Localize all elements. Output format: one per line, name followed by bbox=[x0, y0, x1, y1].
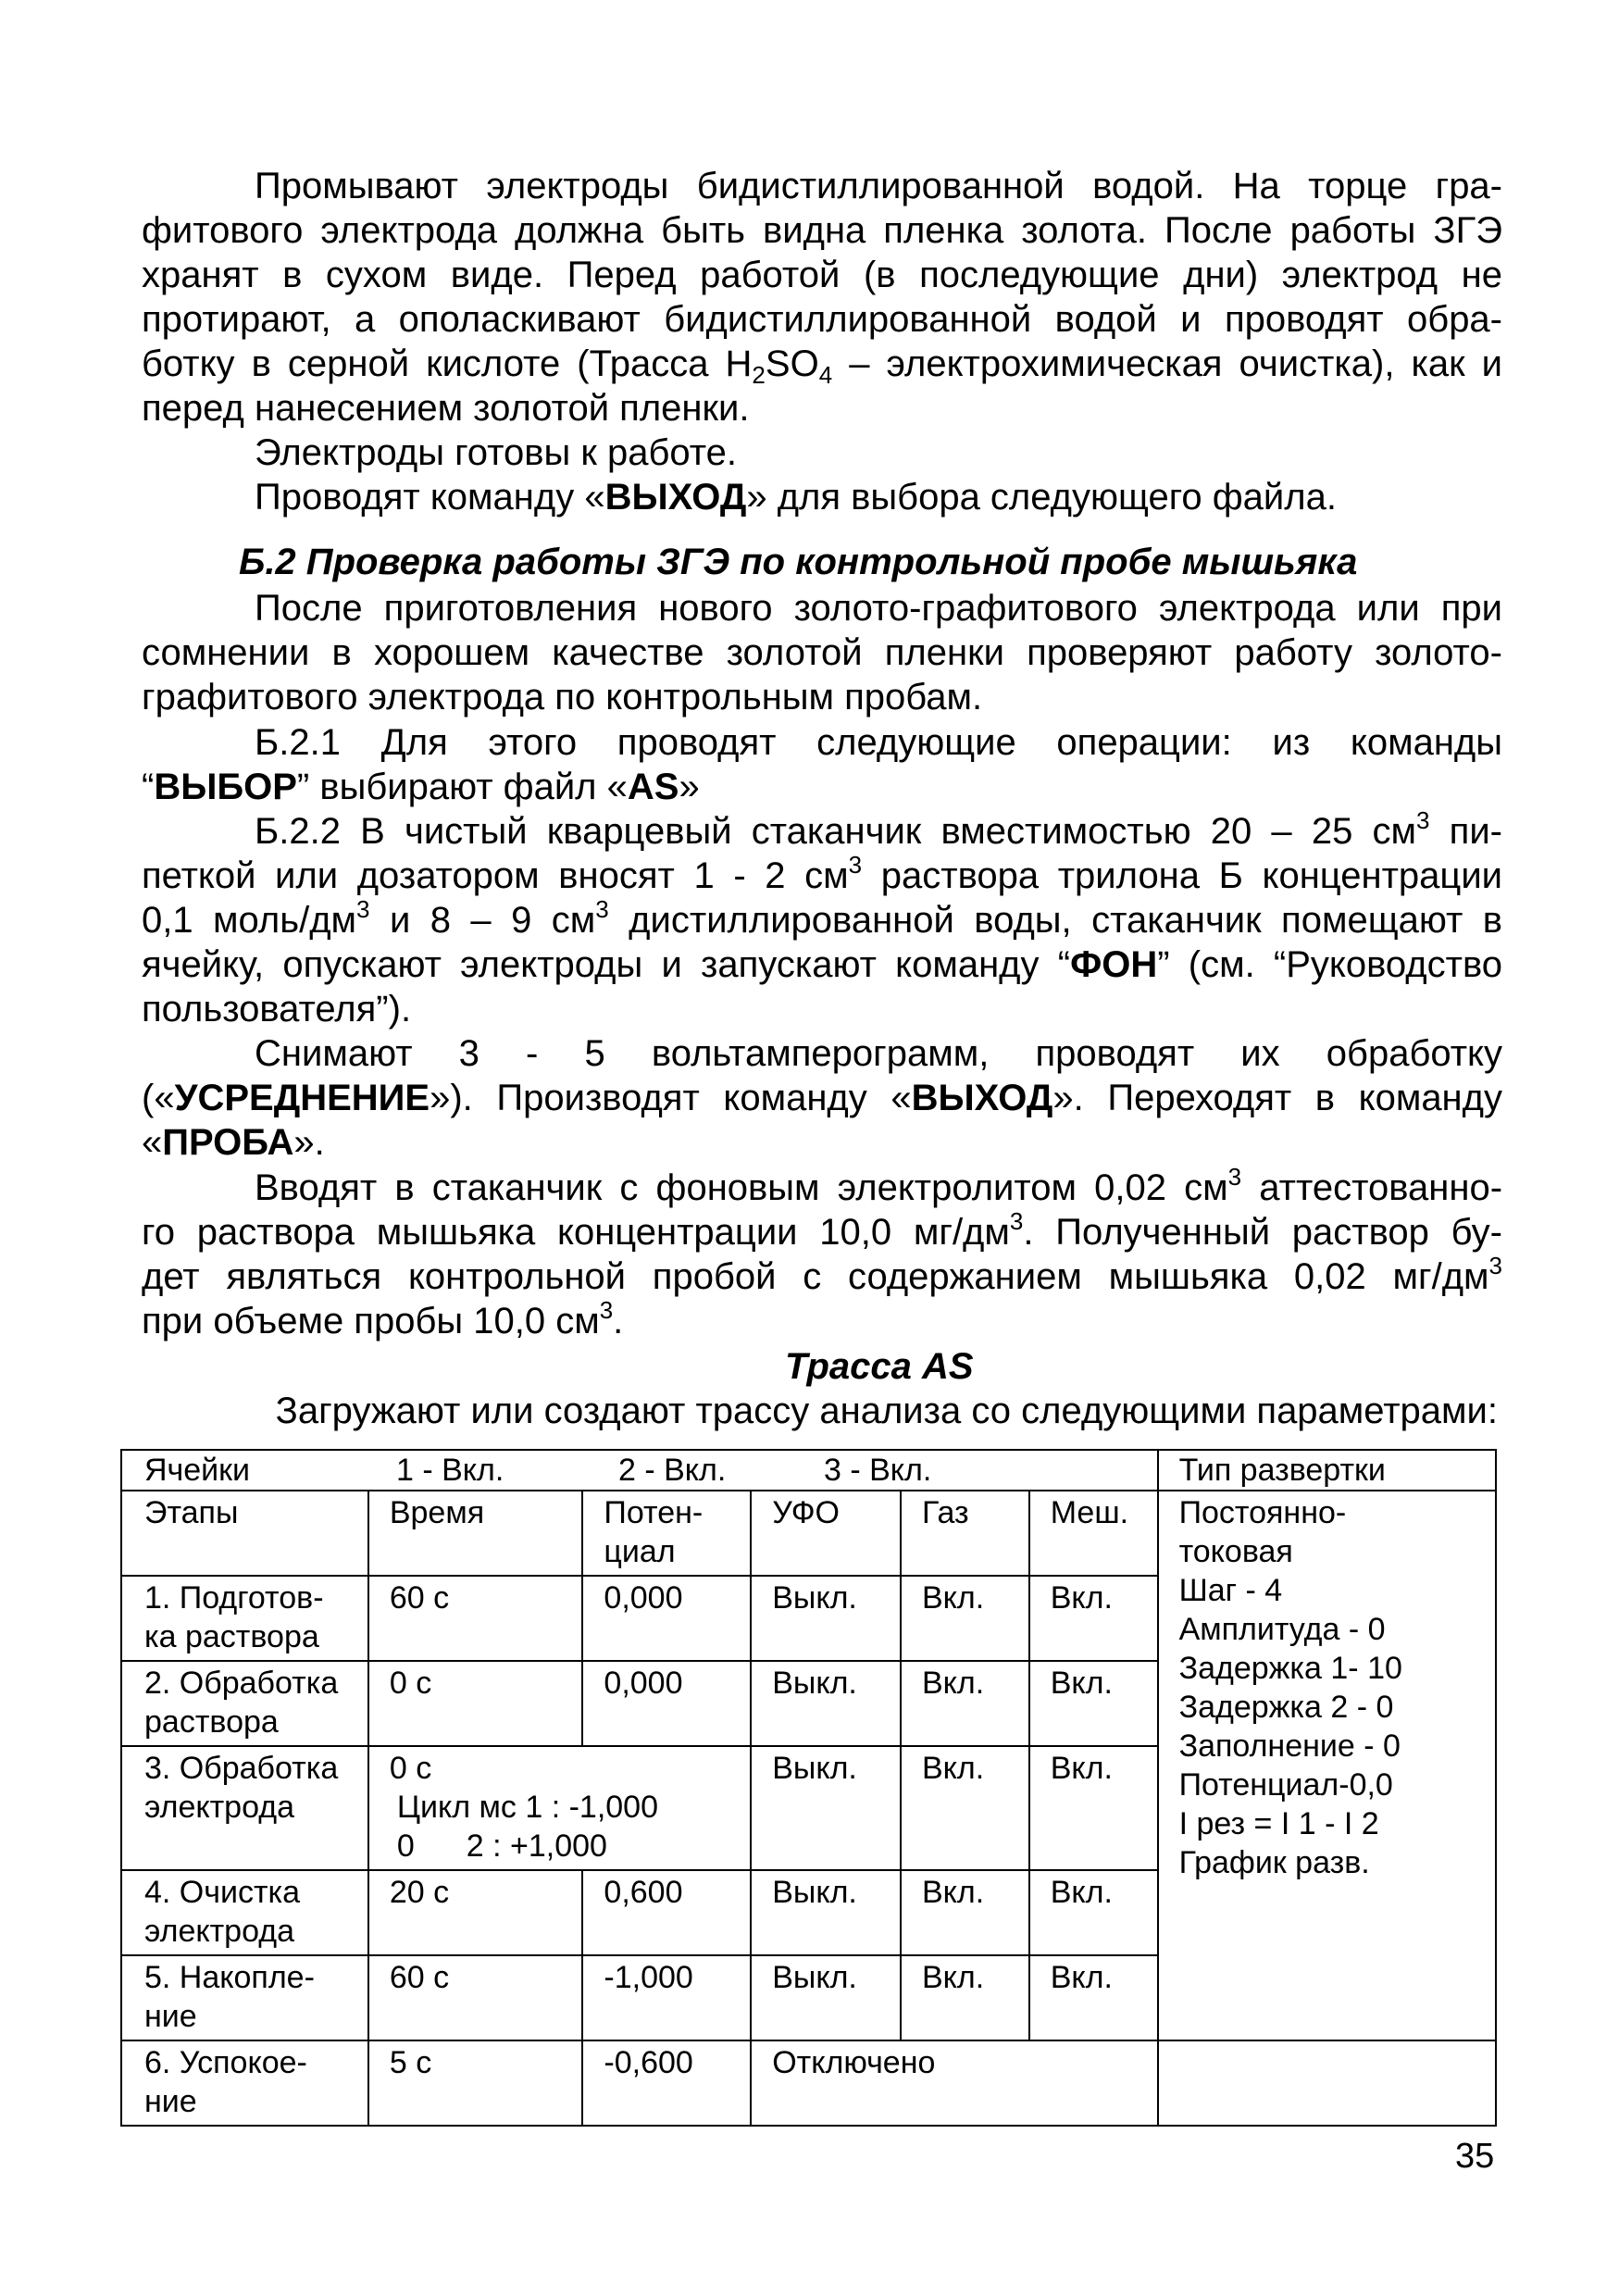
table-header-row bbox=[121, 1491, 1496, 1576]
text-line: петкой или дозатором вносят 1 - 2 $см^3$ раствора трилона Б концентрации bbox=[142, 851, 1503, 896]
text-line: ячейку, опускают электроды и запускают команду “ФОН” (см. “Руководство bbox=[142, 944, 1502, 985]
table-row-cells bbox=[121, 1450, 1496, 1491]
stage-cell: 4. Очистка электрода bbox=[121, 1870, 368, 1955]
header-mix: Меш. bbox=[1029, 1491, 1158, 1576]
gas-cell: Вкл. bbox=[901, 1870, 1029, 1955]
header-ufo: УФО bbox=[751, 1491, 901, 1576]
text-line: Промывают электроды бидистиллированной водой. На торце гра- bbox=[255, 166, 1502, 206]
mix-cell: Вкл. bbox=[1029, 1661, 1158, 1746]
text-line: “ВЫБОР” выбирают файл «AS» bbox=[142, 767, 700, 807]
ufo-cell: Выкл. bbox=[751, 1870, 901, 1955]
header-time: Время bbox=[368, 1491, 583, 1576]
trace-title: Трасса AS bbox=[785, 1346, 974, 1387]
section-heading: Б.2 Проверка работы ЗГЭ по контрольной пробе мышьяка bbox=[239, 542, 1358, 582]
text-line: Б.2.1 Для этого проводят следующие операции: из команды bbox=[255, 722, 1502, 763]
empty-cell bbox=[1158, 2040, 1496, 2126]
time-cell: 5 с bbox=[368, 2040, 583, 2126]
text-line: «ПРОБА». bbox=[142, 1122, 325, 1163]
cells-state bbox=[121, 1450, 1158, 1491]
text-line: протирают, а ополаскивают бидистиллированной водой и проводят обра- bbox=[142, 299, 1502, 340]
trace-intro: Загружают или создают трассу анализа со следующими параметрами: bbox=[275, 1391, 1498, 1431]
cells-label: Ячейки bbox=[144, 1453, 251, 1488]
text-line: графитового электрода по контрольным пробам. bbox=[142, 677, 983, 718]
ufo-cell: Выкл. bbox=[751, 1661, 901, 1746]
page-number: 35 bbox=[1455, 2137, 1495, 2176]
header-stage: Этапы bbox=[121, 1491, 368, 1576]
potential-cell: 0,600 bbox=[582, 1870, 751, 1955]
gas-cell: Вкл. bbox=[901, 1746, 1029, 1870]
time-cell: 20 с bbox=[368, 1870, 583, 1955]
stage-cell: 5. Накопле- ние bbox=[121, 1955, 368, 2040]
text-line: хранят в сухом виде. Перед работой (в последующие дни) электрод не bbox=[142, 255, 1502, 295]
potential-cell: -0,600 bbox=[582, 2040, 751, 2126]
trace-parameters-table bbox=[120, 1449, 1497, 2127]
text-line: После приготовления нового золото-графитового электрода или при bbox=[255, 588, 1502, 629]
time-cell: 60 с bbox=[368, 1576, 583, 1661]
cell-1-state: 1 - Вкл. bbox=[396, 1453, 504, 1488]
gas-cell: Вкл. bbox=[901, 1661, 1029, 1746]
ufo-cell: Выкл. bbox=[751, 1576, 901, 1661]
potential-cell: -1,000 bbox=[582, 1955, 751, 2040]
text-line: го раствора мышьяка концентрации 10,0 $мг/дм^3$. Полученный раствор бу- bbox=[142, 1207, 1502, 1253]
stage-cell: 6. Успокое- ние bbox=[121, 2040, 368, 2126]
text-line: 0,1 моль/$дм^3$ и 8 – 9 $см^3$ дистиллированной воды, стаканчик помещают в bbox=[142, 895, 1502, 941]
text-line: дет являться контрольной пробой с содержанием мышьяка 0,02 $мг/дм^3$ bbox=[142, 1252, 1502, 1297]
text-line: при объеме пробы 10,0 $см^3$. bbox=[142, 1296, 624, 1341]
text-line: сомнении в хорошем качестве золотой пленки проверяют работу золото- bbox=[142, 632, 1502, 673]
gas-cell: Вкл. bbox=[901, 1955, 1029, 2040]
text-line: Проводят команду «ВЫХОД» для выбора следующего файла. bbox=[255, 477, 1337, 518]
stage-cell: 2. Обработка раствора bbox=[121, 1661, 368, 1746]
potential-cell: 0,000 bbox=[582, 1576, 751, 1661]
mix-cell: Вкл. bbox=[1029, 1870, 1158, 1955]
stage-cell: 1. Подготов- ка раствора bbox=[121, 1576, 368, 1661]
mix-cell: Вкл. bbox=[1029, 1955, 1158, 2040]
time-cell: 0 с bbox=[368, 1661, 583, 1746]
ufo-cell: Выкл. bbox=[751, 1746, 901, 1870]
text-line: («УСРЕДНЕНИЕ»). Производят команду «ВЫХОД». Переходят в команду bbox=[142, 1078, 1502, 1118]
table-row bbox=[121, 2040, 1496, 2126]
time-cell: 60 с bbox=[368, 1955, 583, 2040]
gas-cell: Вкл. bbox=[901, 1576, 1029, 1661]
text-line: фитового электрода должна быть видна пленка золота. После работы ЗГЭ bbox=[142, 210, 1502, 251]
cell-3-state: 3 - Вкл. bbox=[824, 1453, 932, 1488]
text-line: Вводят в стаканчик с фоновым электролитом 0,02 $см^3$ аттестованно- bbox=[255, 1163, 1503, 1208]
header-potential: Потен- циал bbox=[582, 1491, 751, 1576]
text-line: Снимают 3 - 5 вольтамперограмм, проводят их обработку bbox=[255, 1033, 1502, 1074]
time-cycle-cell: 0 с Цикл мс 1 : -1,000 0 2 : +1,000 bbox=[368, 1746, 751, 1870]
text-line: перед нанесением золотой пленки. bbox=[142, 388, 750, 429]
potential-cell: 0,000 bbox=[582, 1661, 751, 1746]
text-line: ботку в серной кислоте (Трасса $H_2SO_4$ – электрохимическая очистка), как и bbox=[142, 343, 1502, 389]
header-gas: Газ bbox=[901, 1491, 1029, 1576]
ufo-cell: Выкл. bbox=[751, 1955, 901, 2040]
mix-cell: Вкл. bbox=[1029, 1746, 1158, 1870]
sweep-type-header: Тип развертки bbox=[1158, 1450, 1496, 1491]
disabled-cell: Отключено bbox=[751, 2040, 1157, 2126]
text-line: Б.2.2 В чистый кварцевый стаканчик вместимостью 20 – 25 $см^3$ пи- bbox=[255, 806, 1502, 852]
text-line: Электроды готовы к работе. bbox=[255, 432, 738, 473]
text-line: пользователя”). bbox=[142, 989, 412, 1029]
stage-cell: 3. Обработка электрода bbox=[121, 1746, 368, 1870]
mix-cell: Вкл. bbox=[1029, 1576, 1158, 1661]
sweep-parameters: Постоянно- токовая Шаг - 4 Амплитуда - 0 Задержка 1- 10 Задержка 2 - 0 Заполнение - 0 Потенциал-0,0 I рез = I 1 - I 2 График разв. bbox=[1158, 1491, 1496, 2040]
cell-2-state: 2 - Вкл. bbox=[618, 1453, 727, 1488]
